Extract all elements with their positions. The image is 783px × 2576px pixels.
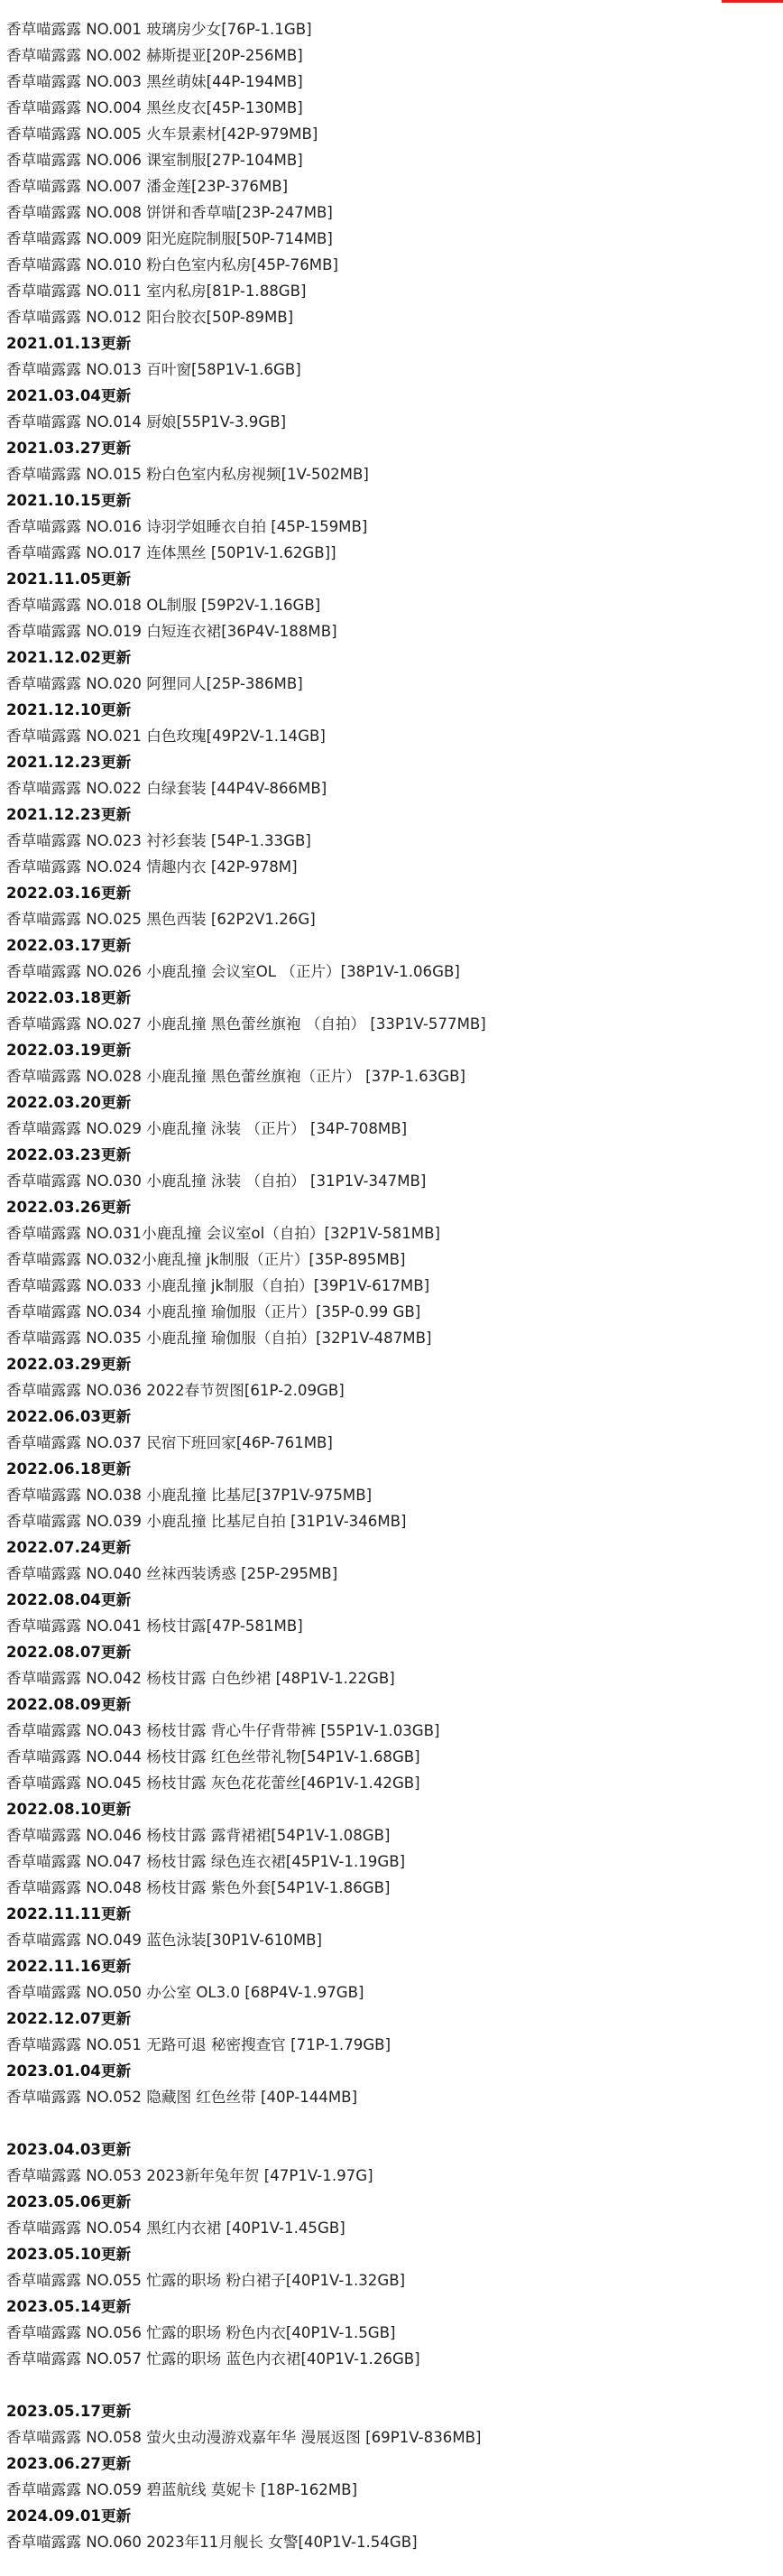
- update-date-heading: 2022.03.20更新: [6, 1094, 132, 1111]
- list-item: 香草喵露露 NO.007 潘金莲[23P-376MB]: [6, 178, 289, 195]
- list-item: 香草喵露露 NO.003 黑丝萌妹[44P-194MB]: [6, 73, 303, 90]
- update-date-heading: 2022.08.10更新: [6, 1801, 132, 1818]
- list-item: 香草喵露露 NO.014 厨娘[55P1V-3.9GB]: [6, 413, 287, 431]
- list-item: 香草喵露露 NO.026 小鹿乱撞 会议室OL （正片）[38P1V-1.06GB]: [6, 963, 460, 980]
- list-item: 香草喵露露 NO.031小鹿乱撞 会议室ol（自拍）[32P1V-581MB]: [6, 1225, 440, 1242]
- update-date-heading: 2022.12.07更新: [6, 2010, 132, 2027]
- list-item: 香草喵露露 NO.008 饼饼和香草喵[23P-247MB]: [6, 204, 333, 221]
- list-item: 香草喵露露 NO.030 小鹿乱撞 泳装 （自拍） [31P1V-347MB]: [6, 1172, 427, 1190]
- list-item: 香草喵露露 NO.045 杨枝甘露 灰色花花蕾丝[46P1V-1.42GB]: [6, 1774, 420, 1792]
- blank-line: [6, 2110, 773, 2136]
- update-date-heading: 2022.11.16更新: [6, 1958, 132, 1975]
- list-item: 香草喵露露 NO.051 无路可退 秘密搜查官 [71P-1.79GB]: [6, 2036, 392, 2053]
- list-item: 香草喵露露 NO.013 百叶窗[58P1V-1.6GB]: [6, 361, 301, 378]
- list-item: 香草喵露露 NO.037 民宿下班回家[46P-761MB]: [6, 1434, 333, 1451]
- update-date-heading: 2022.06.03更新: [6, 1408, 132, 1425]
- update-date-heading: 2022.08.09更新: [6, 1696, 132, 1713]
- list-item: 香草喵露露 NO.057 忙露的职场 蓝色内衣裙[40P1V-1.26GB]: [6, 2350, 420, 2368]
- list-item: 香草喵露露 NO.059 碧蓝航线 莫妮卡 [18P-162MB]: [6, 2481, 358, 2498]
- update-date-heading: 2022.03.29更新: [6, 1356, 132, 1373]
- list-item: 香草喵露露 NO.053 2023新年兔年贺 [47P1V-1.97G]: [6, 2167, 373, 2184]
- list-item: 香草喵露露 NO.002 赫斯提亚[20P-256MB]: [6, 47, 303, 64]
- list-item: 香草喵露露 NO.034 小鹿乱撞 瑜伽服（正片）[35P-0.99 GB]: [6, 1303, 421, 1320]
- update-date-heading: 2024.09.01更新: [6, 2507, 132, 2525]
- list-item: 香草喵露露 NO.012 阳台胶衣[50P-89MB]: [6, 309, 294, 326]
- list-item: 香草喵露露 NO.047 杨枝甘露 绿色连衣裙[45P1V-1.19GB]: [6, 1853, 406, 1870]
- list-item: 香草喵露露 NO.060 2023年11月舰长 女警[40P1V-1.54GB]: [6, 2534, 418, 2551]
- list-item: 香草喵露露 NO.015 粉白色室内私房视频[1V-502MB]: [6, 466, 369, 483]
- update-date-heading: 2022.11.11更新: [6, 1905, 132, 1923]
- update-date-heading: 2021.03.27更新: [6, 440, 132, 457]
- update-date-heading: 2022.03.16更新: [6, 885, 132, 902]
- top-accent-bar: [722, 0, 783, 3]
- list-item: 香草喵露露 NO.036 2022春节贺图[61P-2.09GB]: [6, 1382, 345, 1399]
- list-item: 香草喵露露 NO.058 萤火虫动漫游戏嘉年华 漫展返图 [69P1V-836MB]: [6, 2429, 482, 2446]
- update-date-heading: 2023.05.10更新: [6, 2246, 132, 2263]
- list-item: 香草喵露露 NO.011 室内私房[81P-1.88GB]: [6, 283, 307, 300]
- list-item: 香草喵露露 NO.023 衬衫套装 [54P-1.33GB]: [6, 832, 311, 849]
- list-item: 香草喵露露 NO.042 杨枝甘露 白色纱裙 [48P1V-1.22GB]: [6, 1670, 395, 1687]
- update-date-heading: 2021.03.04更新: [6, 387, 132, 404]
- update-date-heading: 2022.03.26更新: [6, 1199, 132, 1216]
- list-item: 香草喵露露 NO.020 阿狸同人[25P-386MB]: [6, 675, 303, 692]
- update-date-heading: 2022.03.18更新: [6, 989, 132, 1006]
- update-date-heading: 2023.05.06更新: [6, 2193, 132, 2210]
- list-item: 香草喵露露 NO.005 火车景素材[42P-979MB]: [6, 125, 318, 143]
- list-item: 香草喵露露 NO.050 办公室 OL3.0 [68P4V-1.97GB]: [6, 1984, 364, 2001]
- update-date-heading: 2023.01.04更新: [6, 2062, 132, 2080]
- blank-line: [6, 2372, 773, 2398]
- list-item: 香草喵露露 NO.044 杨枝甘露 红色丝带礼物[54P1V-1.68GB]: [6, 1748, 420, 1765]
- list-item: 香草喵露露 NO.052 隐藏图 红色丝带 [40P-144MB]: [6, 2089, 358, 2106]
- list-item: 香草喵露露 NO.054 黑红内衣裙 [40P1V-1.45GB]: [6, 2219, 345, 2237]
- list-item: 香草喵露露 NO.043 杨枝甘露 背心牛仔背带裤 [55P1V-1.03GB]: [6, 1722, 440, 1739]
- update-date-heading: 2023.04.03更新: [6, 2141, 132, 2158]
- update-date-heading: 2021.11.05更新: [6, 570, 132, 588]
- update-date-heading: 2022.03.19更新: [6, 1042, 132, 1059]
- list-item: 香草喵露露 NO.010 粉白色室内私房[45P-76MB]: [6, 256, 338, 273]
- list-item: 香草喵露露 NO.024 情趣内衣 [42P-978M]: [6, 858, 298, 876]
- list-item: 香草喵露露 NO.019 白短连衣裙[36P4V-188MB]: [6, 623, 337, 640]
- list-item: 香草喵露露 NO.021 白色玫瑰[49P2V-1.14GB]: [6, 727, 326, 745]
- update-date-heading: 2022.08.04更新: [6, 1591, 132, 1608]
- list-item: 香草喵露露 NO.039 小鹿乱撞 比基尼自拍 [31P1V-346MB]: [6, 1513, 407, 1530]
- update-date-heading: 2021.01.13更新: [6, 335, 132, 352]
- list-item: 香草喵露露 NO.018 OL制服 [59P2V-1.16GB]: [6, 597, 321, 614]
- update-date-heading: 2022.06.18更新: [6, 1460, 132, 1478]
- list-item: 香草喵露露 NO.041 杨枝甘露[47P-581MB]: [6, 1617, 303, 1635]
- update-date-heading: 2021.12.23更新: [6, 754, 132, 771]
- list-item: 香草喵露露 NO.048 杨枝甘露 紫色外套[54P1V-1.86GB]: [6, 1879, 391, 1896]
- update-date-heading: 2022.03.23更新: [6, 1146, 132, 1163]
- update-date-heading: 2023.05.17更新: [6, 2403, 132, 2420]
- list-item: 香草喵露露 NO.035 小鹿乱撞 瑜伽服（自拍）[32P1V-487MB]: [6, 1330, 432, 1347]
- list-item: 香草喵露露 NO.001 玻璃房少女[76P-1.1GB]: [6, 21, 312, 38]
- update-date-heading: 2022.03.17更新: [6, 937, 132, 954]
- list-item: 香草喵露露 NO.056 忙露的职场 粉色内衣[40P1V-1.5GB]: [6, 2324, 396, 2341]
- list-item: 香草喵露露 NO.006 课室制服[27P-104MB]: [6, 152, 303, 169]
- list-item: 香草喵露露 NO.028 小鹿乱撞 黑色蕾丝旗袍（正片） [37P-1.63GB]: [6, 1068, 466, 1085]
- update-date-heading: 2021.12.23更新: [6, 806, 132, 823]
- list-item: 香草喵露露 NO.038 小鹿乱撞 比基尼[37P1V-975MB]: [6, 1487, 373, 1504]
- update-date-heading: 2022.08.07更新: [6, 1644, 132, 1661]
- list-item: 香草喵露露 NO.029 小鹿乱撞 泳装 （正片） [34P-708MB]: [6, 1120, 408, 1137]
- update-date-heading: 2023.05.14更新: [6, 2298, 132, 2315]
- list-item: 香草喵露露 NO.022 白绿套装 [44P4V-866MB]: [6, 780, 327, 797]
- list-item: 香草喵露露 NO.016 诗羽学姐睡衣自拍 [45P-159MB]: [6, 518, 368, 535]
- list-item: 香草喵露露 NO.033 小鹿乱撞 jk制服（自拍）[39P1V-617MB]: [6, 1277, 430, 1294]
- update-date-heading: 2023.06.27更新: [6, 2455, 132, 2472]
- update-date-heading: 2022.07.24更新: [6, 1539, 132, 1556]
- list-item: 香草喵露露 NO.027 小鹿乱撞 黑色蕾丝旗袍 （自拍） [33P1V-577MB]: [6, 1015, 486, 1033]
- update-date-heading: 2021.12.10更新: [6, 701, 132, 718]
- list-item: 香草喵露露 NO.017 连体黑丝 [50P1V-1.62GB]]: [6, 544, 336, 561]
- list-item: 香草喵露露 NO.025 黑色西装 [62P2V1.26G]: [6, 911, 316, 928]
- list-item: 香草喵露露 NO.032小鹿乱撞 jk制服（正片）[35P-895MB]: [6, 1251, 406, 1268]
- list-item: 香草喵露露 NO.009 阳光庭院制服[50P-714MB]: [6, 230, 333, 247]
- list-item: 香草喵露露 NO.049 蓝色泳装[30P1V-610MB]: [6, 1932, 323, 1949]
- list-item: 香草喵露露 NO.040 丝袜西装诱惑 [25P-295MB]: [6, 1565, 338, 1582]
- release-list: [6, 16, 773, 2555]
- update-date-heading: 2021.10.15更新: [6, 492, 132, 509]
- list-item: 香草喵露露 NO.055 忙露的职场 粉白裙子[40P1V-1.32GB]: [6, 2272, 406, 2289]
- list-item: 香草喵露露 NO.046 杨枝甘露 露背裙裙[54P1V-1.08GB]: [6, 1827, 391, 1844]
- update-date-heading: 2021.12.02更新: [6, 649, 132, 666]
- list-item: 香草喵露露 NO.004 黑丝皮衣[45P-130MB]: [6, 99, 303, 116]
